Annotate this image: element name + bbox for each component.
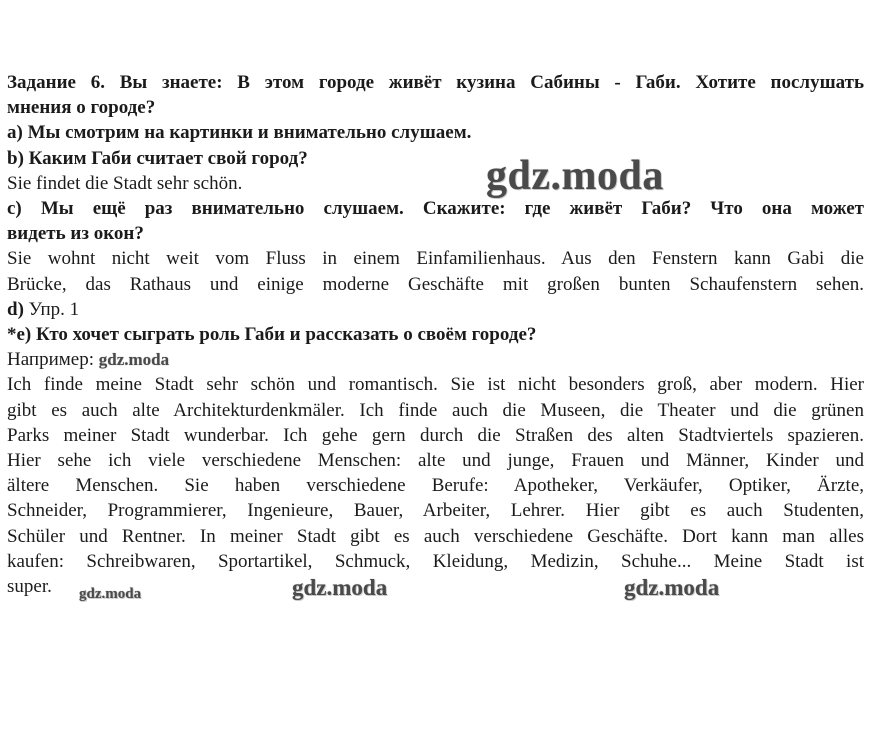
task-part-d [7,297,864,322]
task-part-d-label: d) [7,298,24,320]
task-part-e: *e) Кто хочет сыграть роль Габи и рассказать о своём городе? [7,324,537,346]
answer-line-4: Hier sehe ich viele verschiedene Menschen: alte und junge, Frauen und Männer, Kinder und [7,450,864,472]
answer-line-1: Ich finde meine Stadt sehr schön und romantisch. Sie ist nicht besonders groß, aber modern. Hier [7,374,864,396]
task-part-a: а) Мы смотрим на картинки и внимательно слушаем. [7,122,472,144]
task-title-line-2: мнения о городе? [7,97,156,119]
watermark-mid-right: gdz.moda [624,575,720,600]
task-part-d-text: Упр. 1 [28,298,80,320]
example-line [7,347,864,372]
answer-line-6: Schneider, Programmierer, Ingenieure, Bauer, Arbeiter, Lehrer. Hier gibt es auch Studenten, [7,500,864,522]
task-part-c-line-1: c) Мы ещё раз внимательно слушаем. Скажите: где живёт Габи? Что она может [7,198,864,220]
answer-line-5: ältere Menschen. Sie haben verschiedene Berufe: Apotheker, Verkäufer, Optiker, Ärzte, [7,475,864,497]
answer-line-last: super. [7,576,52,598]
example-label: Например: [7,349,94,371]
exercise-document [7,70,864,599]
watermark-large: gdz.moda [486,153,664,199]
task-part-b-answer: Sie findet die Stadt sehr schön. [7,172,243,194]
task-part-c-answer-line-1: Sie wohnt nicht weit vom Fluss in einem Einfamilienhaus. Aus den Fenstern kann Gabi die [7,248,864,270]
answer-line-8: kaufen: Schreibwaren, Sportartikel, Schmuck, Kleidung, Medizin, Schuhe... Meine Stadt ist [7,550,864,572]
task-part-c-line-2: видеть из окон? [7,223,144,245]
task-part-c-answer-line-2: Brücke, das Rathaus und einige moderne Geschäfte mit großen bunten Schaufenstern sehen. [7,273,864,295]
answer-line-7: Schüler und Rentner. In meiner Stadt gibt es auch verschiedene Geschäfte. Dort kann man alles [7,525,864,547]
answer-line-2: gibt es auch alte Architekturdenkmäler. Ich finde auch die Museen, die Theater und die grünen [7,399,864,421]
task-title-line-1: Задание 6. Вы знаете: В этом городе живёт кузина Сабины - Габи. Хотите послушать [7,72,864,93]
watermark-mid-left: gdz.moda [292,575,388,600]
answer-line-3: Parks meiner Stadt wunderbar. Ich gehe gern durch die Straßen des alten Stadtviertels spazieren. [7,424,864,446]
watermark-small: gdz.moda [79,586,142,602]
watermark-inline: gdz.moda [98,350,170,370]
task-part-b: b) Каким Габи считает свой город? [7,147,308,169]
